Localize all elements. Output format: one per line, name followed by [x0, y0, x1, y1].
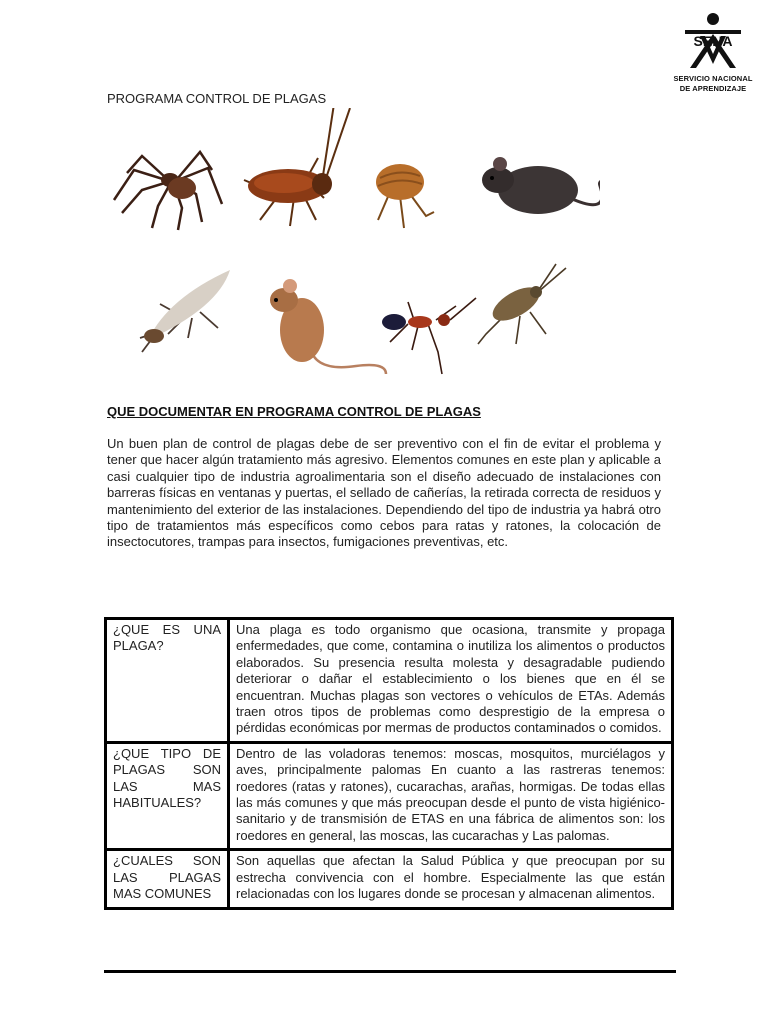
intro-paragraph: Un buen plan de control de plagas debe de ser preventivo con el fin de evitar el problema y tener que hacer algún tratamiento más agresivo. Elementos comunes en este plan y aplicable a casi cualquier tipo de industria agroalimentaria son el diseño adecuado de instalaciones con barreras físicas en ventanas y puertas, el sellado de cañerías, la retirada correcta de residuos y mantenimiento del exterior de las instalaciones. Dependiendo del tipo de industria ya habrá otro tipo de tratamientos más específicos como cebos para ratas y ratones, la colocación de insectocutores, trampas para insectos, fumigaciones preventivas, etc. — [107, 436, 661, 550]
question-cell: ¿CUALES SON LAS PLAGAS MAS COMUNES — [106, 850, 229, 908]
pest-table-container — [104, 617, 676, 973]
table-row — [106, 850, 673, 908]
sena-logo — [668, 8, 758, 98]
sena-figure-icon — [680, 12, 746, 72]
answer-cell: Una plaga es todo organismo que ocasiona, transmite y propaga enfermedades, que come, contamina o inutiliza los alimentos o productos elaborados. Su presencia resulta molesta y desagradable pudiendo deteriorar o dañar el establecimiento o los bienes que en él se encuentran. Muchas plagas son vectores o vehículos de ETAs. Además traen otros tipos de problemas como desprestigio de la empresa o pérdidas económicas por mermas de productos contaminados o comidos. — [229, 619, 673, 743]
section-heading: QUE DOCUMENTAR EN PROGRAMA CONTROL DE PLAGAS — [107, 404, 481, 419]
spider-image — [114, 152, 222, 230]
question-cell: ¿QUE ES UNA PLAGA? — [106, 619, 229, 743]
table-row — [106, 619, 673, 743]
ant-image — [382, 298, 476, 374]
table-row — [106, 742, 673, 849]
mouse-image — [270, 279, 386, 374]
rat-image — [482, 157, 600, 214]
logo-line-1: SERVICIO NACIONAL — [673, 74, 753, 83]
termite-image — [140, 270, 230, 352]
logo-line-2: DE APRENDIZAJE — [679, 84, 747, 93]
cricket-image — [478, 264, 566, 344]
pest-table — [104, 617, 674, 910]
flea-image — [376, 164, 434, 228]
question-cell: ¿QUE TIPO DE PLAGAS SON LAS MAS HABITUALES? — [106, 742, 229, 849]
cockroach-image — [244, 108, 350, 226]
pest-illustrations — [100, 108, 600, 388]
answer-cell: Son aquellas que afectan la Salud Pública y que preocupan por su estrecha convivencia con el hombre. Especialmente las que están relacionadas con los lugares donde se procesan y almacenan alimentos. — [229, 850, 673, 908]
document-title: PROGRAMA CONTROL DE PLAGAS — [107, 91, 327, 106]
logo-brand: SENA — [693, 33, 733, 49]
answer-cell: Dentro de las voladoras tenemos: moscas, mosquitos, murciélagos y aves, principalmente palomas En cuanto a las rastreras tenemos: roedores (ratas y ratones), cucarachas, arañas, hormigas. De todas ellas las más comunes y que más preocupan desde el punto de vista higiénico-sanitario y de transmisión de ETAS en una fábrica de alimentos son: los roedores en general, las moscas, las cucarachas y Las palomas. — [229, 742, 673, 849]
